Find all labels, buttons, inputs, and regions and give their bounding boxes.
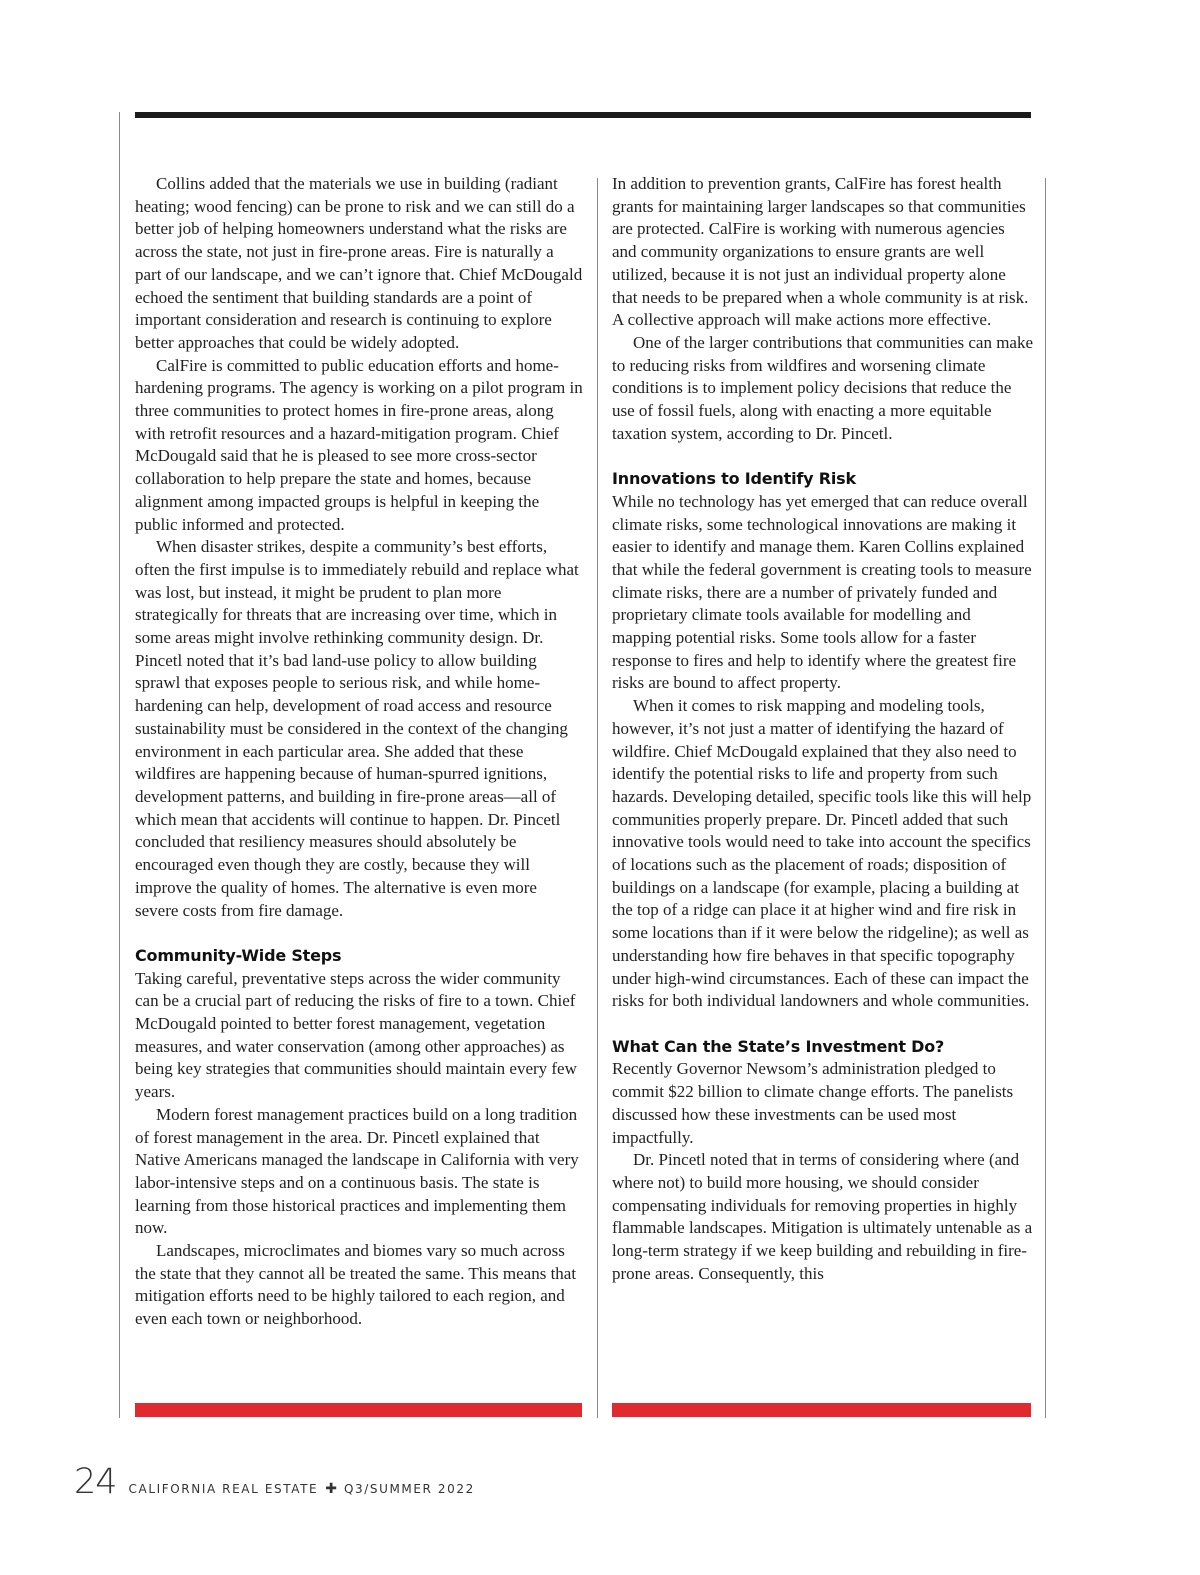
top-black-bar: [135, 112, 1031, 118]
body-paragraph: Dr. Pincetl noted that in terms of considering where (and where not) to build more housing, we should consider compensating individuals for removing properties in highly flammable landscapes. Mitigation is ultimately untenable as a long-term strategy if we keep building and rebuilding in fire-prone areas. Consequently, this: [612, 1150, 1033, 1283]
plus-icon: ✚: [325, 1481, 337, 1497]
right-column: [612, 173, 1033, 1285]
section-heading-innovations: Innovations to Identify Risk: [612, 469, 856, 489]
left-column: [135, 173, 584, 1331]
magazine-title: CALIFORNIA REAL ESTATE: [128, 1482, 319, 1496]
body-paragraph: CalFire is committed to public education efforts and home-hardening programs. The agency is working on a pilot program in three communities to protect homes in fire-prone areas, along with retrofit resources and a hazard-mitigation program. Chief McDougald said that he is pleased to see more cross-sector collaboration to help prepare the state and homes, because alignment among impacted groups is helpful in keeping the public informed and protected.: [135, 355, 583, 534]
page-footer: [74, 1462, 475, 1502]
body-paragraph: One of the larger contributions that communities can make to reducing risks from wildfires and worsening climate conditions is to implement policy decisions that reduce the use of fossil fuels, along with enacting a more equitable taxation system, according to Dr. Pincetl.: [612, 332, 1034, 443]
section-heading-community-wide-steps: Community-Wide Steps: [135, 945, 342, 965]
left-margin-rule: [119, 112, 120, 1418]
body-paragraph: Landscapes, microclimates and biomes vary so much across the state that they cannot all be treated the same. This means that mitigation efforts need to be highly tailored to each region, and even each town or neighborhood.: [135, 1241, 577, 1329]
body-paragraph: When it comes to risk mapping and modeling tools, however, it’s not just a matter of identifying the hazard of wildfire. Chief McDougald explained that they also need to identify the potential risks to life and property from such hazards. Developing detailed, specific tools like this will help communities properly prepare. Dr. Pincetl added that such innovative tools would need to take into account the specifics of locations such as the placement of roads; disposition of buildings on a landscape (for example, placing a building at the top of a ridge can place it at higher wind and fire risk in some locations than if it were below the ridgeline); as well as understanding how fire behaves in that specific topography under high-wind circumstances. Each of these can impact the risks for both individual landowners and whole communities.: [612, 696, 1032, 1011]
issue-label: Q3/SUMMER 2022: [343, 1482, 475, 1496]
body-paragraph: Taking careful, preventative steps across the wider community can be a crucial part of reducing the risks of fire to a town. Chief McDougald pointed to better forest management, vegetation measures, and water conservation (among other approaches) as being key strategies that communities should maintain every few years.: [135, 968, 577, 1102]
column-divider-rule: [597, 178, 598, 1418]
body-paragraph: While no technology has yet emerged that can reduce overall climate risks, some technological innovations are making it easier to identify and manage them. Karen Collins explained that while the federal government is creating tools to measure climate risks, there are a number of privately funded and proprietary climate tools available for modelling and mapping potential risks. Some tools allow for a faster response to fires and help to identify where the greatest fire risks are bound to affect property.: [612, 491, 1032, 693]
right-red-bar: [612, 1403, 1031, 1417]
body-paragraph: In addition to prevention grants, CalFire has forest health grants for maintaining larger landscapes so that communities are protected. CalFire is working with numerous agencies and community organizations to ensure grants are well utilized, because it is not just an individual property alone that needs to be prepared when a whole community is at risk. A collective approach will make actions more effective.: [612, 174, 1029, 330]
body-paragraph: Modern forest management practices build on a long tradition of forest management in the area. Dr. Pincetl explained that Native Americans managed the landscape in California with very labor-intensive steps and on a continuous basis. The state is learning from those historical practices and implementing them now.: [135, 1104, 579, 1238]
body-paragraph: Recently Governor Newsom’s administration pledged to commit $22 billion to climate change efforts. The panelists discussed how these investments can be used most impactfully.: [612, 1059, 1014, 1147]
left-red-bar: [135, 1403, 582, 1417]
section-heading-investment: What Can the State’s Investment Do?: [612, 1036, 945, 1056]
page-number: 24: [74, 1462, 117, 1502]
body-paragraph: Collins added that the materials we use in building (radiant heating; wood fencing) can be prone to risk and we can still do a better job of helping homeowners understand what the risks are across the state, not just in fire-prone areas. Fire is naturally a part of our landscape, and we can’t ignore that. Chief McDougald echoed the sentiment that building standards are a point of important consideration and research is continuing to explore better approaches that could be widely adopted.: [135, 174, 583, 352]
right-margin-rule: [1045, 178, 1046, 1418]
body-paragraph: When disaster strikes, despite a community’s best efforts, often the first impulse is to immediately rebuild and replace what was lost, but instead, it might be prudent to plan more strategically for threats that are increasing over time, which in some areas might involve rethinking community design. Dr. Pincetl noted that it’s bad land-use policy to allow building sprawl that exposes people to serious risk, and while home-hardening can help, development of road access and resource sustainability must be considered in the context of the changing environment in each particular area. She added that these wildfires are happening because of human-spurred ignitions, development patterns, and building in fire-prone areas—all of which mean that accidents will continue to happen. Dr. Pincetl concluded that resiliency measures should absolutely be encouraged even though they are costly, because they will improve the quality of homes. The alternative is even more severe costs from fire damage.: [135, 537, 579, 920]
